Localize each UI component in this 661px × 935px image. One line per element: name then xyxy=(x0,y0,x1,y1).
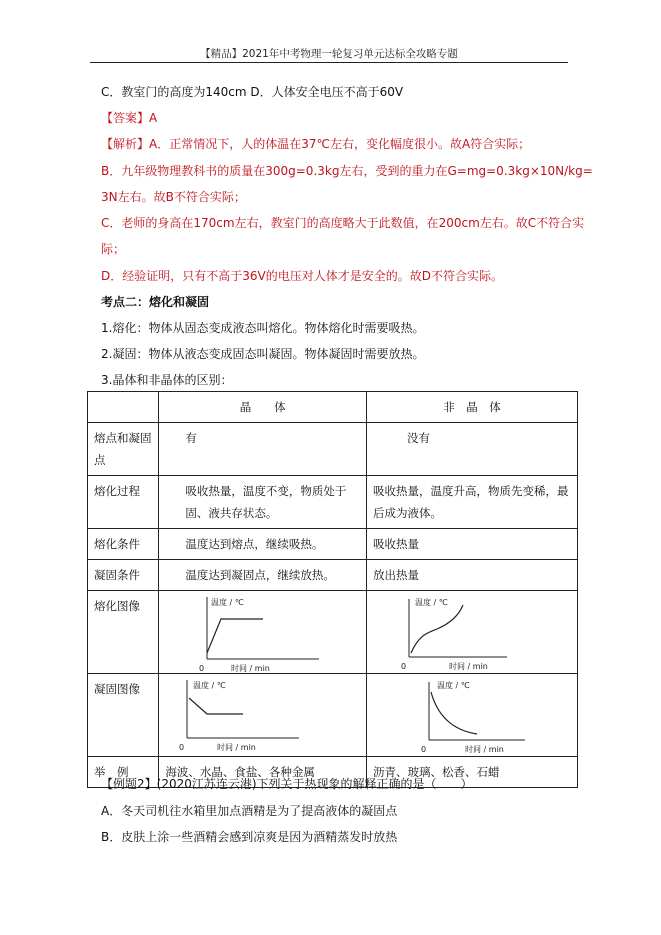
origin-label: 0 xyxy=(401,662,407,671)
crystal-cell: 有 xyxy=(159,423,367,476)
table-row xyxy=(88,476,578,529)
row-label: 举 例 xyxy=(88,757,159,788)
row-label: 熔化条件 xyxy=(88,529,159,560)
crystal-cell: 海波、水晶、食盐、各种金属 xyxy=(159,757,367,788)
analysis-c-line2: 际； xyxy=(101,242,126,256)
x-axis-label: 时间 / min xyxy=(465,745,504,754)
y-axis-label: 温度 / ℃ xyxy=(437,681,470,690)
y-axis-label: 温度 / ℃ xyxy=(193,681,227,690)
definition-melting: 1.熔化：物体从固态变成液态叫熔化。物体熔化时需要吸热。 xyxy=(101,321,425,335)
option-b: B．皮肤上涂一些酒精会感到凉爽是因为酒精蒸发时放热 xyxy=(101,830,398,844)
y-axis-label: 温度 / ℃ xyxy=(415,598,448,607)
y-axis-label: 温度 / ℃ xyxy=(211,598,245,607)
curve xyxy=(207,619,263,653)
origin-label: 0 xyxy=(179,743,185,752)
row-label: 熔化图像 xyxy=(88,591,159,674)
example-title: 【例题2】(2020江苏连云港)下列关于热现象的解释正确的是（ ） xyxy=(101,777,473,791)
row-label: 凝固条件 xyxy=(88,560,159,591)
amorphous-cell: 吸收热量 xyxy=(367,529,578,560)
header-cell-empty xyxy=(88,392,159,423)
amorphous-cell: 沥青、玻璃、松香、石蜡 xyxy=(367,757,578,788)
table-row xyxy=(88,591,578,674)
curve xyxy=(431,692,477,734)
crystal-solidifying-graph xyxy=(159,674,345,756)
x-axis-label: 时间 / min xyxy=(449,662,488,671)
amorphous-melting-graph-cell xyxy=(367,591,578,674)
table-row xyxy=(88,423,578,476)
crystal-melting-graph-cell xyxy=(159,591,367,674)
analysis-d: D．经验证明，只有不高于36V的电压对人体才是安全的。故D不符合实际。 xyxy=(101,269,503,283)
header-cell-crystal: 晶 体 xyxy=(159,392,367,423)
definition-solidifying: 2.凝固：物体从液态变成固态叫凝固。物体凝固时需要放热。 xyxy=(101,347,425,361)
crystal-melting-graph xyxy=(159,591,345,673)
analysis-b-line2: 3N左右。故B不符合实际； xyxy=(101,190,246,204)
amorphous-solidifying-graph xyxy=(367,674,577,756)
x-axis-label: 时间 / min xyxy=(231,664,271,673)
analysis-a: 【解析】A．正常情况下，人的体温在37℃左右，变化幅度很小。故A符合实际； xyxy=(101,137,531,151)
crystal-cell: 吸收热量，温度不变，物质处于固、液共存状态。 xyxy=(159,476,367,529)
table-header-row xyxy=(88,392,578,423)
header-cell-amorphous: 非 晶 体 xyxy=(367,392,578,423)
row-label: 熔化过程 xyxy=(88,476,159,529)
row-label: 熔点和凝固点 xyxy=(88,423,159,476)
curve xyxy=(189,698,243,714)
amorphous-solidifying-graph-cell xyxy=(367,674,578,757)
option-cd: C．教室门的高度为140cm D．人体安全电压不高于60V xyxy=(101,85,404,99)
table-row xyxy=(88,560,578,591)
page-header: 【精品】2021年中考物理一轮复习单元达标全攻略专题 xyxy=(200,48,458,60)
amorphous-cell: 放出热量 xyxy=(367,560,578,591)
table-intro: 3.晶体和非晶体的区别： xyxy=(101,373,233,387)
amorphous-cell: 没有 xyxy=(367,423,578,476)
crystal-cell: 温度达到熔点，继续吸热。 xyxy=(159,529,367,560)
crystal-cell: 温度达到凝固点，继续放热。 xyxy=(159,560,367,591)
table-row xyxy=(88,529,578,560)
analysis-b-line1: B．九年级物理教科书的质量在300g=0.3kg左右，受到的重力在G=mg=0.3kg×10N/kg= xyxy=(101,164,593,178)
curve xyxy=(411,605,463,653)
header-divider xyxy=(90,62,568,63)
row-label: 凝固图像 xyxy=(88,674,159,757)
table-row xyxy=(88,674,578,757)
origin-label: 0 xyxy=(421,745,427,754)
answer-line: 【答案】A xyxy=(101,111,158,125)
amorphous-melting-graph xyxy=(367,591,577,673)
analysis-c-line1: C．老师的身高在170cm左右，教室门的高度略大于此数值，在200cm左右。故C不符合实 xyxy=(101,216,585,230)
x-axis-label: 时间 / min xyxy=(217,743,257,752)
section-heading: 考点二：熔化和凝固 xyxy=(101,295,210,309)
amorphous-cell: 吸收热量，温度升高，物质先变稀，最后成为液体。 xyxy=(367,476,578,529)
option-a: A．冬天司机往水箱里加点酒精是为了提高液体的凝固点 xyxy=(101,804,398,818)
origin-label: 0 xyxy=(199,664,205,673)
crystal-comparison-table xyxy=(87,391,578,788)
crystal-solidifying-graph-cell xyxy=(159,674,367,757)
